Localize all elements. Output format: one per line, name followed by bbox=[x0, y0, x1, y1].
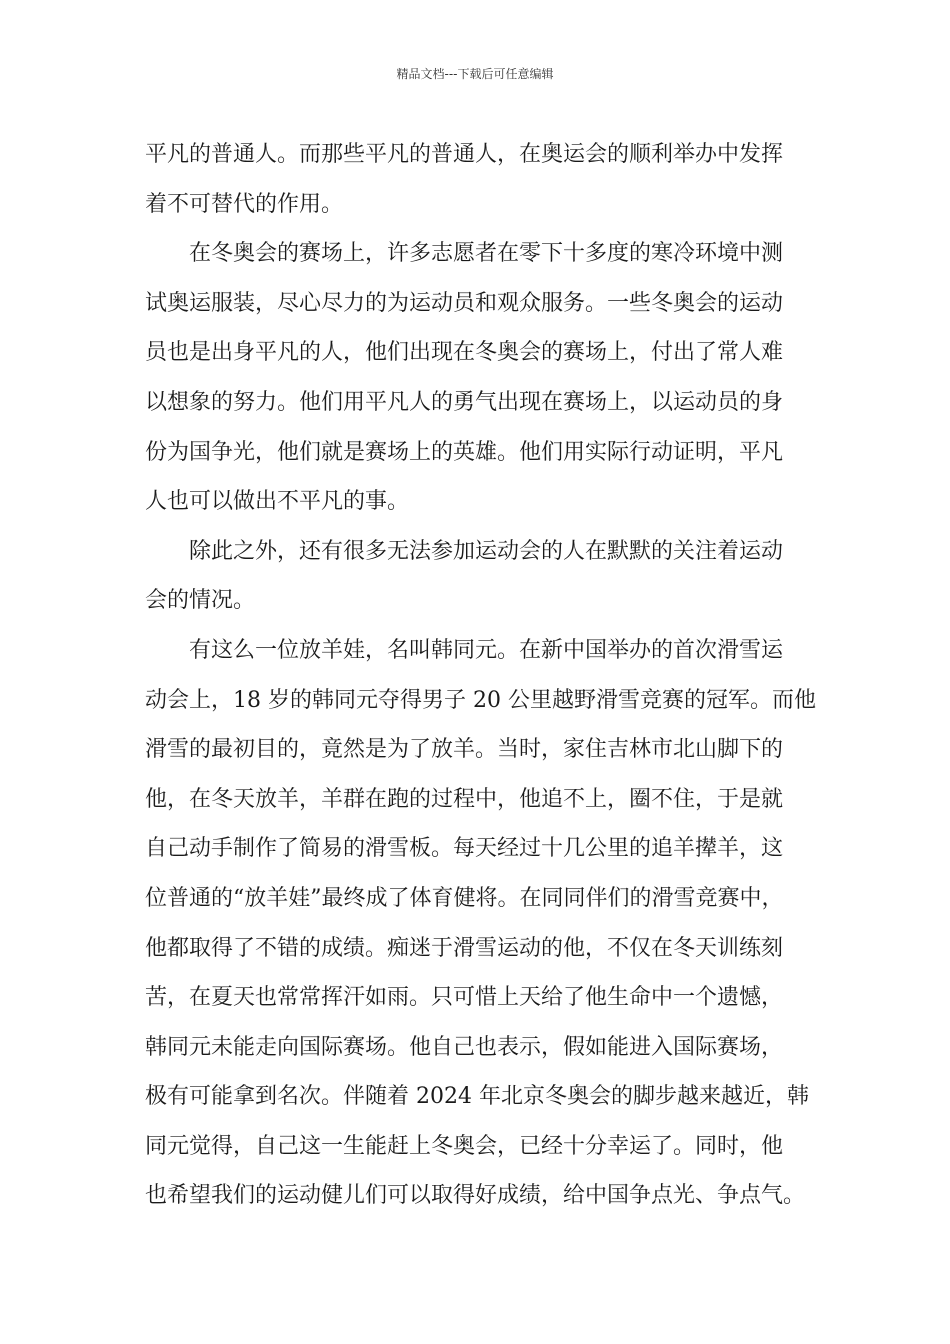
text-line: 着不可替代的作用。 bbox=[145, 191, 344, 217]
text-line: 他都取得了不错的成绩。痴迷于滑雪运动的他，不仅在冬天训练刻 bbox=[145, 935, 784, 961]
paragraph-start-line: 除此之外，还有很多无法参加运动会的人在默默的关注着运动 bbox=[189, 538, 784, 564]
text-line: 滑雪的最初目的，竟然是为了放羊。当时，家住吉林市北山脚下的 bbox=[145, 737, 784, 763]
text-line: 试奥运服装，尽心尽力的为运动员和观众服务。一些冬奥会的运动 bbox=[145, 290, 784, 316]
document-body bbox=[145, 130, 835, 1221]
text-line: 人也可以做出不平凡的事。 bbox=[145, 489, 410, 515]
text-line: 苦，在夏天也常常挥汗如雨。只可惜上天给了他生命中一个遗憾， bbox=[145, 985, 784, 1011]
text-line: 平凡的普通人。而那些平凡的普通人，在奥运会的顺利举办中发挥 bbox=[145, 142, 784, 167]
paragraph-start-line: 有这么一位放羊娃，名叫韩同元。在新中国举办的首次滑雪运 bbox=[189, 637, 784, 663]
paragraph-start-line: 在冬奥会的赛场上，许多志愿者在零下十多度的寒冷环境中测 bbox=[189, 241, 784, 267]
text-line: 也希望我们的运动健儿们可以取得好成绩，给中国争点光、争点气。 bbox=[145, 1183, 806, 1209]
text-line: 韩同元未能走向国际赛场。他自己也表示，假如能进入国际赛场， bbox=[145, 1034, 784, 1060]
text-line: 以想象的努力。他们用平凡人的勇气出现在赛场上，以运动员的身 bbox=[145, 389, 784, 415]
text-line: 极有可能拿到名次。伴随着 2024 年北京冬奥会的脚步越来越近，韩 bbox=[145, 1084, 809, 1110]
text-line: 位普通的“放羊娃”最终成了体育健将。在同同伴们的滑雪竞赛中， bbox=[145, 885, 784, 911]
text-line: 份为国争光，他们就是赛场上的英雄。他们用实际行动证明，平凡 bbox=[145, 439, 784, 465]
text-line: 自己动手制作了简易的滑雪板。每天经过十几公里的追羊撵羊，这 bbox=[145, 836, 784, 862]
text-line: 员也是出身平凡的人，他们出现在冬奥会的赛场上，付出了常人难 bbox=[145, 340, 784, 366]
text-line: 同元觉得，自己这一生能赶上冬奥会，已经十分幸运了。同时，他 bbox=[145, 1133, 784, 1159]
text-line: 动会上，18 岁的韩同元夺得男子 20 公里越野滑雪竞赛的冠军。而他 bbox=[145, 687, 816, 713]
text-line: 会的情况。 bbox=[145, 588, 256, 614]
page-header: 精品文档---下载后可任意编辑 bbox=[396, 67, 554, 81]
text-line: 他，在冬天放羊，羊群在跑的过程中，他追不上，圈不住，于是就 bbox=[145, 786, 784, 812]
